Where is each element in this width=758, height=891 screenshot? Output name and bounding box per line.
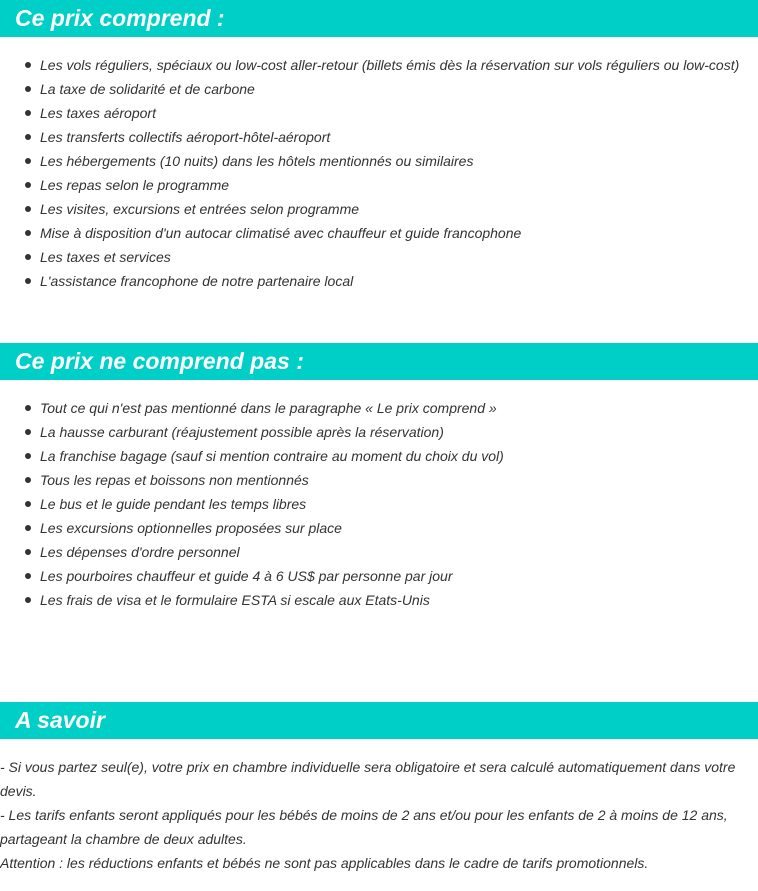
- list-item: [0, 396, 758, 420]
- list-item: [0, 125, 758, 149]
- bullet-icon: [25, 134, 31, 140]
- list-item: [0, 221, 758, 245]
- notes-block: [0, 755, 752, 875]
- list-item: [0, 516, 758, 540]
- bullet-icon: [25, 182, 31, 188]
- section-title-excludes: Ce prix ne comprend pas :: [0, 343, 758, 380]
- bullet-icon: [25, 501, 31, 507]
- bullet-icon: [25, 158, 31, 164]
- list-item-text: Tous les repas et boissons non mentionnés: [40, 472, 309, 488]
- list-item: [0, 269, 758, 293]
- bullet-icon: [25, 597, 31, 603]
- list-item: [0, 173, 758, 197]
- list-item-text: Les dépenses d'ordre personnel: [40, 544, 240, 560]
- bullet-icon: [25, 549, 31, 555]
- list-item: [0, 420, 758, 444]
- list-item-text: Les taxes et services: [40, 249, 171, 265]
- list-item-text: La hausse carburant (réajustement possible après la réservation): [40, 424, 444, 440]
- list-item-text: Les excursions optionnelles proposées sur place: [40, 520, 342, 536]
- list-item-text: L'assistance francophone de notre partenaire local: [40, 273, 354, 289]
- list-item: [0, 540, 758, 564]
- bullet-icon: [25, 453, 31, 459]
- note-paragraph: - Les tarifs enfants seront appliqués pour les bébés de moins de 2 ans et/ou pour les enfants de 2 à moins de 12 ans, partageant la chambre de deux adultes.: [0, 807, 728, 847]
- list-item: [0, 197, 758, 221]
- list-item: [0, 245, 758, 269]
- list-item-text: Les repas selon le programme: [40, 177, 230, 193]
- section-title-includes: Ce prix comprend :: [0, 0, 758, 37]
- excludes-list: [0, 396, 758, 612]
- bullet-icon: [25, 206, 31, 212]
- list-item: [0, 588, 758, 612]
- bullet-icon: [25, 573, 31, 579]
- bullet-icon: [25, 429, 31, 435]
- includes-list: [0, 53, 758, 293]
- list-item: [0, 77, 758, 101]
- bullet-icon: [25, 62, 31, 68]
- list-item-text: Les frais de visa et le formulaire ESTA si escale aux Etats-Unis: [40, 592, 430, 608]
- bullet-icon: [25, 405, 31, 411]
- list-item-text: Les pourboires chauffeur et guide 4 à 6 US$ par personne par jour: [40, 568, 453, 584]
- list-item: [0, 444, 758, 468]
- list-item-text: Le bus et le guide pendant les temps libres: [40, 496, 307, 512]
- list-item: [0, 149, 758, 173]
- note-paragraph: - Si vous partez seul(e), votre prix en chambre individuelle sera obligatoire et sera calculé automatiquement dans votre devis.: [0, 759, 736, 799]
- bullet-icon: [25, 477, 31, 483]
- list-item: [0, 101, 758, 125]
- bullet-icon: [25, 230, 31, 236]
- bullet-icon: [25, 278, 31, 284]
- bullet-icon: [25, 525, 31, 531]
- bullet-icon: [25, 110, 31, 116]
- list-item: [0, 492, 758, 516]
- list-item: [0, 468, 758, 492]
- list-item-text: Les transferts collectifs aéroport-hôtel-aéroport: [40, 129, 331, 145]
- list-item-text: Tout ce qui n'est pas mentionné dans le paragraphe « Le prix comprend »: [40, 400, 497, 416]
- list-item: [0, 564, 758, 588]
- bullet-icon: [25, 254, 31, 260]
- list-item-text: La franchise bagage (sauf si mention contraire au moment du choix du vol): [40, 448, 504, 464]
- section-title-notes: A savoir: [0, 702, 758, 739]
- note-paragraph: Attention : les réductions enfants et bébés ne sont pas applicables dans le cadre de tarifs promotionnels.: [0, 855, 649, 871]
- list-item-text: Les visites, excursions et entrées selon programme: [40, 201, 360, 217]
- list-item: [0, 53, 758, 77]
- list-item-text: Les hébergements (10 nuits) dans les hôtels mentionnés ou similaires: [40, 153, 474, 169]
- list-item-text: Les vols réguliers, spéciaux ou low-cost aller-retour (billets émis dès la réservation sur vols réguliers ou low-cost): [40, 57, 740, 73]
- list-item-text: La taxe de solidarité et de carbone: [40, 81, 255, 97]
- list-item-text: Les taxes aéroport: [40, 105, 156, 121]
- bullet-icon: [25, 86, 31, 92]
- list-item-text: Mise à disposition d'un autocar climatisé avec chauffeur et guide francophone: [40, 225, 522, 241]
